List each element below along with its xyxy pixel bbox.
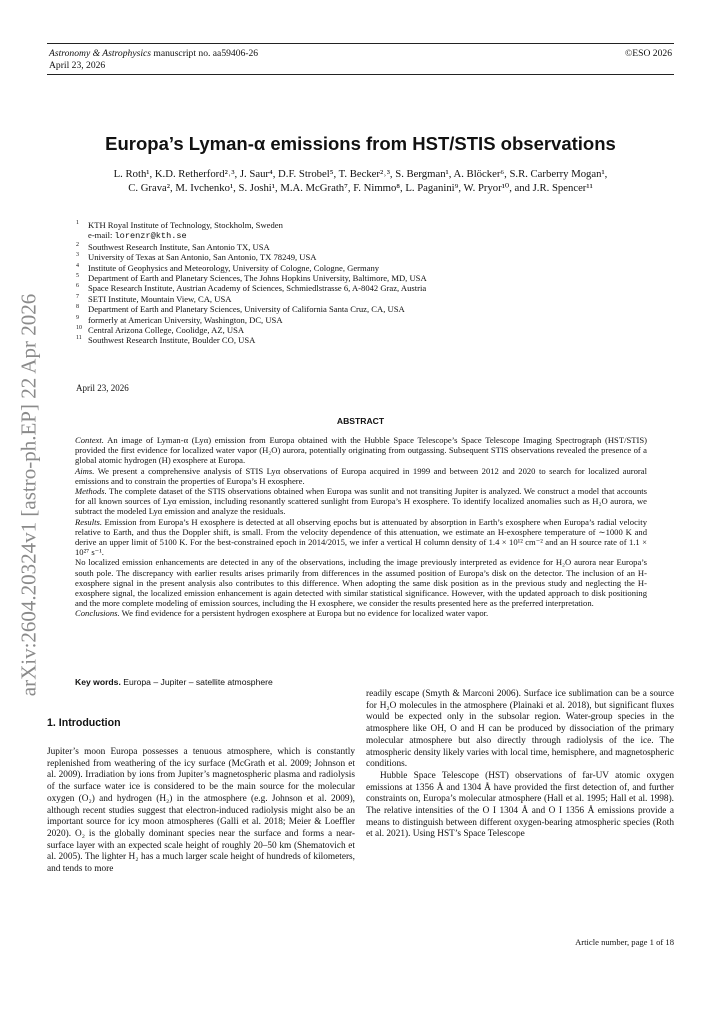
affiliation-item [76,325,676,335]
affiliation-number: 4 [76,262,79,269]
affiliation-text: University of Texas at San Antonio, San Antonio, TX 78249, USA [88,252,317,263]
aims-label: Aims. [75,465,95,476]
email-link[interactable]: lorenzr@kth.se [114,231,187,242]
affiliation-item [76,252,676,262]
affiliation-number: 1 [76,220,79,226]
affiliation-number: 9 [76,314,79,321]
affiliation-text: KTH Royal Institute of Technology, Stockholm, Sweden [88,220,283,230]
abstract [75,435,647,619]
affiliation-number: 11 [76,335,82,342]
abstract-context [75,435,647,466]
abstract-heading: ABSTRACT [336,416,385,426]
affiliation-number: 10 [76,325,82,332]
affiliation-number: 7 [76,293,79,300]
affiliation-text: Southwest Research Institute, Boulder CO, USA [88,335,256,346]
affiliation-item [76,273,676,283]
affiliation-number: 2 [76,241,79,248]
affiliation-number: 6 [76,283,79,290]
received-date: April 23, 2026 [76,383,129,393]
context-label: Context. [75,435,104,445]
page-number: Article number, page 1 of 18 [575,937,674,947]
copyright-notice: ©ESO 2026 [625,48,672,59]
affiliation-item [76,294,676,304]
affiliation-item [76,315,676,325]
affiliation-number: 8 [76,304,79,311]
authors-line-1: L. Roth¹, K.D. Retherford²˒³, J. Saur⁴, D.F. Strobel⁵, T. Becker²˒³, S. Bergman¹, A. Blöcker⁶, S.R. Carberry Mogan¹, [113,168,608,180]
abstract-aims [75,466,647,486]
paper-title: Europa’s Lyman-α emissions from HST/STIS observations [105,133,616,154]
affiliation-text: Department of Earth and Planetary Sciences, The Johns Hopkins University, Baltimore, MD, USA [88,273,427,284]
methods-text: The complete dataset of the STIS observations obtained when Europa was sunlit and not transiting Jupiter is analyzed. We construct a model that accounts for all known sources of Lyα emission, including resonantly scattered sunlight from Europa’s H exosphere. To identify localized anomalies such as H₂O aurora, we subtract the modeled Lyα emission and analyze the residuals. [75,486,647,517]
abstract-methods [75,486,647,517]
affiliations [76,220,676,346]
header-left [49,48,258,72]
intro-paragraph-1: Jupiter’s moon Europa possesses a tenuous atmosphere, which is constantly replenished from weathering of the icy surface (McGrath et al. 2009; Johnson et al. 2009). Irradiation by ions from Jupiter’s magnetospheric plasma and radiolysis of the surface water ice is considered to be the main source for the molecular oxygen (O₂) and hydrogen (H₂) in the atmosphere (e.g. Johnson et al. 2009), although recent studies suggest that electron-induced radiolysis might also be an important source for icy moon atmospheres (Galli et al. 2018; Meier & Loeffler 2020). O₂ is the globally dominant species near the surface and forms a near-surface layer with an expected scale height of roughly 20–50 km (Shematovich et al. 2005). The lighter H₂ has a much larger scale height of hundreds of kilometers, and tends to more [47,747,355,875]
email-label: e-mail: [88,230,115,241]
affiliation-text: SETI Institute, Mountain View, CA, USA [88,293,232,304]
conclusions-text: We find evidence for a persistent hydrogen exosphere at Europa but no evidence for localized water vapor. [119,608,489,619]
keywords [75,677,273,687]
arxiv-id[interactable]: arXiv:2604.20324v1 [astro-ph.EP] 22 Apr 2026 [16,293,41,697]
affiliation-text: Institute of Geophysics and Meteorology, University of Cologne, Cologne, Germany [88,262,380,273]
affiliation-item [76,263,676,273]
affiliation-text: Space Research Institute, Austrian Academy of Sciences, Schmiedlstrasse 6, A-8042 Graz, Austria [88,283,427,294]
body-column-right [366,689,674,841]
running-header [47,43,674,75]
affiliation-number: 5 [76,273,79,280]
affiliation-number: 3 [76,252,79,259]
affiliation-text: Department of Earth and Planetary Sciences, University of California Santa Cruz, CA, USA [88,304,405,315]
affiliation-item [76,242,676,252]
arxiv-stamp [4,295,54,695]
affiliation-item [76,335,676,345]
results-text: Emission from Europa’s H exosphere is detected at all observing epochs but is attenuated by absorption in Earth’s exosphere when Europa’s radial velocity relative to Earth, and thus the Doppler shift, is small. From the velocity dependence of this attenuation, we estimate an H-exosphere temperature of ∼1000 K and derive an upper limit of 5100 K. For the best-constrained epoch in 2014/2015, we infer a vertical H column density of 1.4 × 10¹² cm⁻² and an H source rate of 1.1 × 10²⁷ s⁻¹. [75,516,647,558]
abstract-conclusions [75,608,647,618]
affiliation-text: Central Arizona College, Coolidge, AZ, USA [88,325,245,336]
affiliation-email [76,230,676,241]
section-heading: 1. Introduction [47,717,121,729]
keywords-label: Key words. [75,677,121,687]
intro-paragraph-continued: readily escape (Smyth & Marconi 2006). Surface ice sublimation can be a source for H₂O molecules in the atmosphere (Plainaki et al. 2018), but significant fluxes would be expected only in the subsolar region. Water-group species in the atmosphere like OH, O and H can be produced by dissociation of the primary molecular atmosphere but also directly through radiolysis of the ice. The atmospheric density likely varies with local time, hemisphere, and magnetospheric conditions. [366,689,674,770]
header-date: April 23, 2026 [49,60,106,71]
affiliation-text: formerly at American University, Washington, DC, USA [88,314,283,325]
authors-line-2: C. Grava², M. Ivchenko¹, S. Joshi¹, M.A. McGrath⁷, F. Nimmo⁸, L. Paganini⁹, W. Pryor¹⁰, and J.R. Spencer¹¹ [128,182,593,194]
body-column-left [47,747,355,876]
manuscript-number: manuscript no. aa59406-26 [150,48,259,59]
methods-label: Methods. [75,486,107,497]
results-label: Results. [75,516,102,527]
intro-paragraph-2: Hubble Space Telescope (HST) observations of far-UV atomic oxygen emissions at 1356 Å and 1304 Å have provided the first detection of, and further constraints on, Europa’s molecular atmosphere (Hall et al. 1995; Hall et al. 1998). The relative intensities of the O I 1304 Å and O I 1356 Å emissions provide a means to distinguish between different oxygen-bearing atmospheric species (Roth et al. 2021). Using HST’s Space Telescope [366,770,674,840]
affiliation-item [76,283,676,293]
affiliation-item [76,220,676,230]
abstract-results [75,517,647,558]
abstract-results-continued: No localized emission enhancements are detected in any of the observations, including the image previously interpreted as evidence for H₂O aurora near Europa’s south pole. The discrepancy with earlier results arises primarily from differences in the assumed position of Europa’s disk on the detector. The inclusion of an H-exosphere signal in the present analysis also contributes to this difference. When adopting the same disk position as in the previous study and neglecting the H-exosphere signal, the localized emission enhancement is again detected with similar statistical significance. However, with the updated approach to disk positioning and the more complete modeling of emission sources, including the H exosphere, we consider the results presented here as the preferred interpretation. [75,557,647,609]
author-list [40,167,681,195]
context-text: An image of Lyman-α (Lyα) emission from Europa obtained with the Hubble Space Telescope’s Space Telescope Imaging Spectrograph (HST/STIS) provided the first evidence for localized water vapor (H₂O) aurora, potentially originating from outgassing. Subsequent STIS observations revealed the presence of a global atomic hydrogen (H) exosphere at Europa. [75,435,647,466]
journal-name: Astronomy & Astrophysics [49,48,151,59]
affiliation-item [76,304,676,314]
aims-text: We present a comprehensive analysis of STIS Lyα observations of Europa acquired in 1999 and between 2012 and 2020 to search for localized auroral emissions and to constrain the properties of Europa’s H exosphere. [75,465,647,486]
affiliation-text: Southwest Research Institute, San Antonio TX, USA [88,241,270,252]
keywords-text: Europa – Jupiter – satellite atmosphere [123,677,273,687]
conclusions-label: Conclusions. [75,608,120,619]
